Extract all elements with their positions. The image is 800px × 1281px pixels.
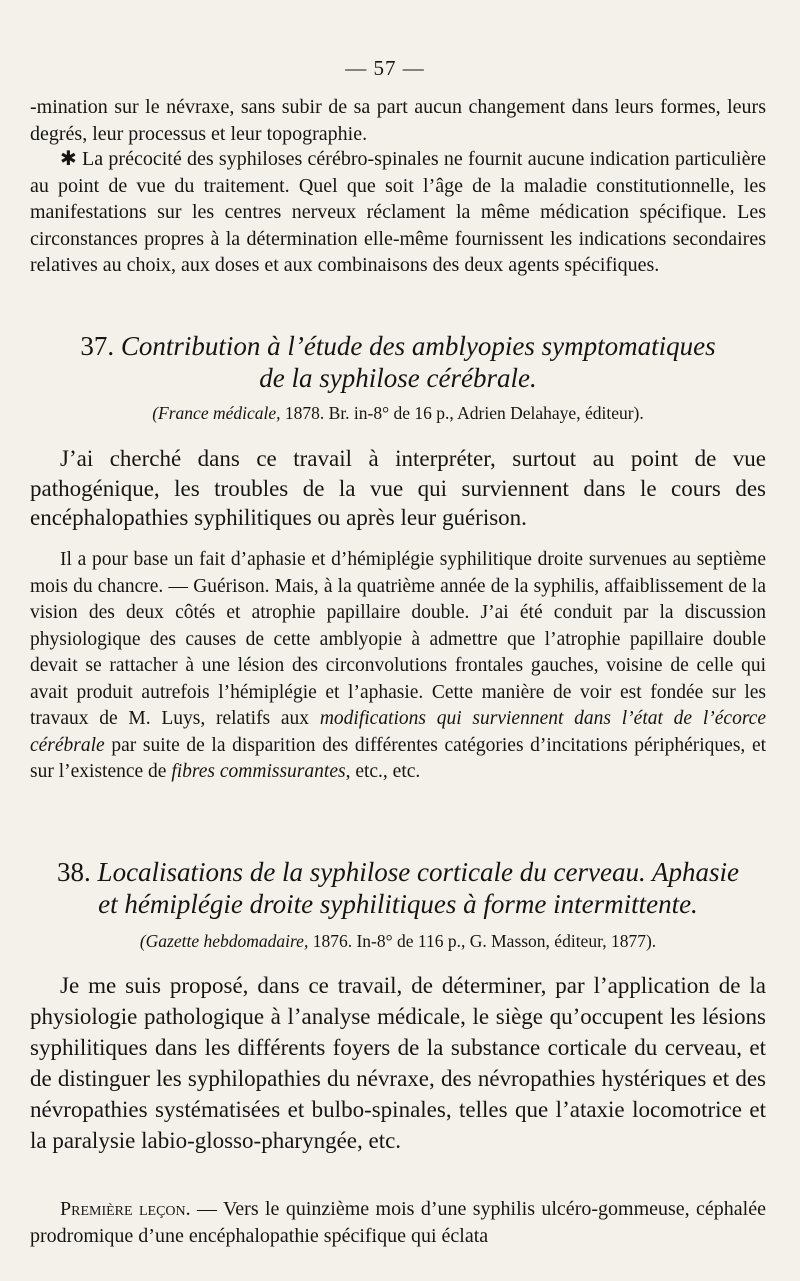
paragraph-entry-38-summary: Je me suis proposé, dans ce travail, de déterminer, par l’application de la physiologie pathologique à l’analyse médicale, le siège qu’occupent les lésions syphilitiques dans les différents foyers de la substance corticale du cerveau, et de distinguer les syphilopathies du névraxe, des névropathies hystériques et des névropathies systématisées et bulbo-spinales, telles que l’ataxie locomotrice et la paralysie labio-glosso-pharyngée, etc. xyxy=(30,973,766,1153)
first-lesson-text: — Vers le quinzième mois d’une syphilis ulcéro-gommeuse, céphalée prodromique d’une encéphalopathie spécifique qui éclata xyxy=(30,1198,766,1247)
entry-37-title-line2: de la syphilose cérébrale. xyxy=(259,363,537,393)
paragraph-entry-37-summary: J’ai cherché dans ce travail à interpréter, surtout au point de vue pathogénique, les troubles de la vue qui surviennent dans le cours des encéphalopathies syphilitiques ou après leur guérison. xyxy=(30,446,766,530)
entry-37-citation xyxy=(30,402,766,424)
entry-38-title-line1: Localisations de la syphilose corticale du cerveau. Aphasie xyxy=(97,857,739,887)
paragraph-entry-37-case-italic-2: fibres commissurantes xyxy=(171,761,346,782)
paragraph-entry-37-case-italic-1: modifications qui surviennent dans l’état de l’écorce cérébrale xyxy=(30,708,766,756)
entry-37-citation-details: 1878. Br. in-8° de 16 p., Adrien Delahaye, éditeur). xyxy=(280,403,644,423)
entry-38-citation xyxy=(30,930,766,952)
paragraph-entry-37-case-text-c: , etc., etc. xyxy=(345,761,421,782)
paragraph-continuation: -mination sur le névraxe, sans subir de sa part aucun changement dans leurs formes, leurs degrés, leur processus et leur topographie. xyxy=(30,96,766,145)
entry-37-title xyxy=(30,330,766,394)
entry-38-title-line2: et hémiplégie droite syphilitiques à forme intermittente. xyxy=(98,889,698,919)
paragraph-treatment: ✱ La précocité des syphiloses cérébro-spinales ne fournit aucune indication particulière au point de vue du traitement. Quel que soit l’âge de la maladie constitutionnelle, les manifestations sur les centres nerveux réclament la même médication spécifique. Les circonstances propres à la détermination elle-même fournissent les indications secondaires relatives au choix, aux doses et aux combinaisons des deux agents spécifiques. xyxy=(30,148,766,276)
paragraph-first-lesson xyxy=(30,1196,766,1250)
entry-37-number: 37. xyxy=(80,331,115,361)
page-number: — 57 — xyxy=(345,56,425,80)
paragraph-entry-37-case-text-a: Il a pour base un fait d’aphasie et d’hémiplégie syphilitique droite survenues au septième mois du chancre. — Guérison. Mais, à la quatrième année de la syphilis, affaiblissement de la vision des deux côtés et atrophie papillaire double. J’ai été conduit par la discussion physiologique des causes de cette amblyopie à admettre que l’atrophie papillaire double devait se rattacher à une lésion des circonvolutions frontales gauches, voisine de celle qui avait produit autrefois l’hémiplégie et l’aphasie. Cette manière de voir est fondée sur les travaux de M. Luys, relatifs aux xyxy=(30,549,766,729)
entry-37-journal: (France médicale, xyxy=(152,403,281,423)
paragraph-entry-37-case-text-b: par suite de la disparition des différentes catégories d’incitations périphériques, et sur l’existence de xyxy=(30,734,767,782)
paragraph-entry-37-case xyxy=(30,547,766,786)
entry-37-title-line1: Contribution à l’étude des amblyopies symptomatiques xyxy=(120,331,716,361)
entry-38-title xyxy=(30,856,766,920)
entry-38-citation-details: 1876. In-8° de 116 p., G. Masson, éditeur, 1877). xyxy=(308,931,657,951)
first-lesson-label: Première leçon. xyxy=(60,1198,191,1220)
entry-38-journal: (Gazette hebdomadaire, xyxy=(139,931,309,951)
entry-38-number: 38. xyxy=(57,857,91,887)
